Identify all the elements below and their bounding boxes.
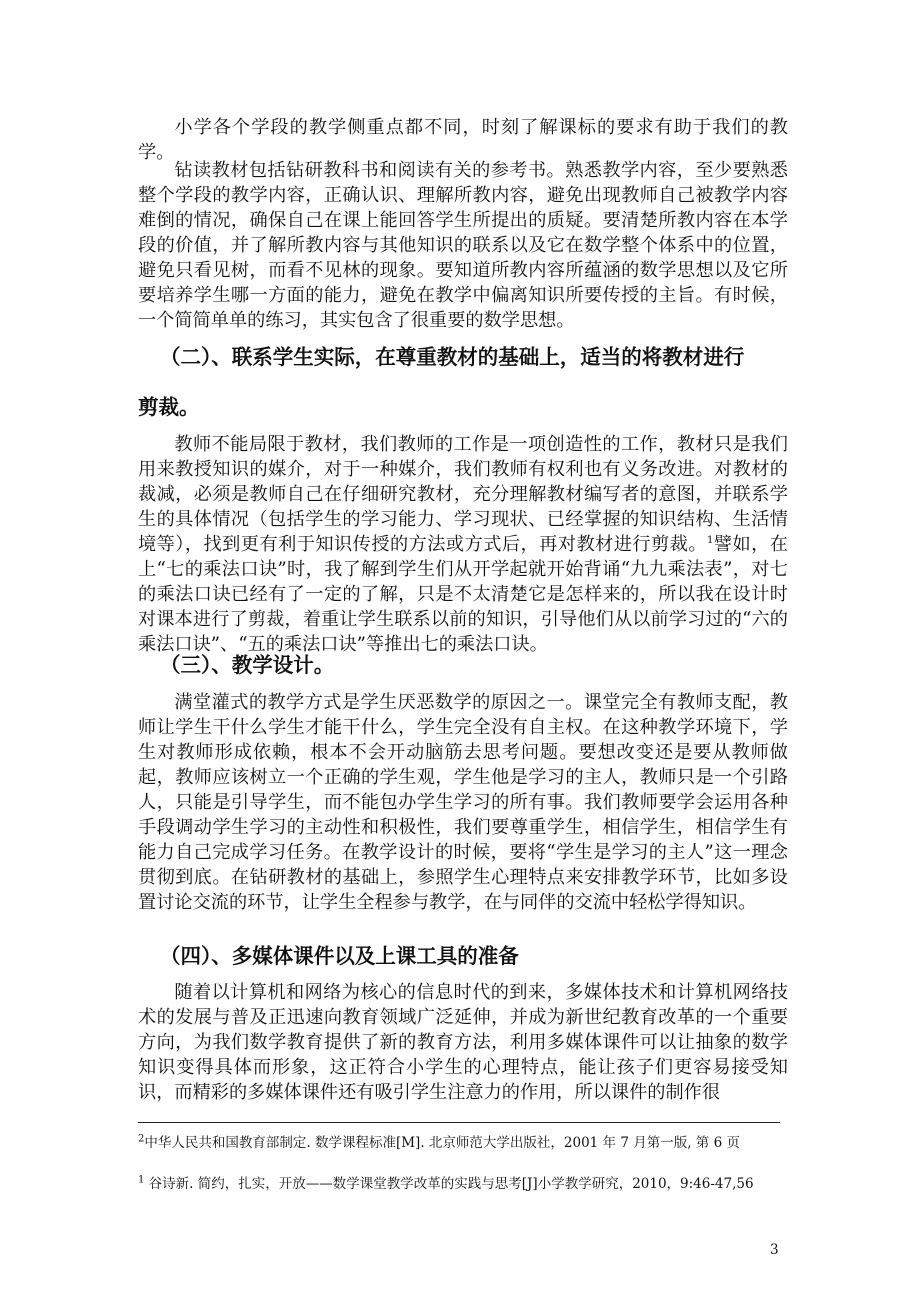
paragraph-textbook-cutting-part2: 譬如，在上“七的乘法口诀”时，我了解到学生们从开学起就开始背诵“九九乘法表”，对七的乘法口诀已经有了一定的了解，只是不太清楚它是怎样来的，所以我在设计时对课本进行了剪裁，着重让学生联系以前的知识，引导他们从以前学习过的“六的乘法口诀”、“五的乘法口诀”等推出七的乘法口诀。 bbox=[138, 534, 788, 655]
paragraph-textbook-cutting-part1: 教师不能局限于教材，我们教师的工作是一项创造性的工作，教材只是我们用来教授知识的媒介，对于一种媒介，我们教师有权利也有义务改进。对教材的裁减，必须是教师自己在仔细研究教材，充分理解教材编写者的意图，并联系学生的具体情况（包括学生的学习能力、学习现状、已经掌握的知识结构、生活情境等），找到更有利于知识传授的方法或方式后，再对教材进行剪裁。 bbox=[138, 434, 788, 555]
heading-section-3: （三）、教学设计。 bbox=[160, 653, 335, 677]
footnote-2-mark: 1 bbox=[138, 1174, 145, 1186]
paragraph-curriculum-note: 小学各个学段的教学侧重点都不同，时刻了解课标的要求有助于我们的教学。 bbox=[138, 117, 788, 163]
footnote-divider bbox=[138, 1122, 780, 1123]
heading-section-2-line1: （二）、联系学生实际，在尊重教材的基础上，适当的将教材进行 bbox=[160, 345, 745, 369]
heading-section-2-line2: 剪裁。 bbox=[138, 395, 200, 419]
footnote-2-text: 谷诗新. 简约，扎实，开放——数学课堂教学改革的实践与思考[J]小学教学研究，2010，9:46-47,56 bbox=[144, 1176, 754, 1192]
footnote-1 bbox=[138, 1134, 740, 1152]
paragraph-teaching-design: 满堂灌式的教学方式是学生厌恶数学的原因之一。课堂完全有教师支配，教师让学生干什么学生才能干什么，学生完全没有自主权。在这种教学环境下，学生对教师形成依赖，根本不会开动脑筋去思考问题。要想改变还是要从教师做起，教师应该树立一个正确的学生观，学生他是学习的主人，教师只是一个引路人，只能是引导学生，而不能包办学生学习的所有事。我们教师要学会运用各种手段调动学生学习的主动性和积极性，我们要尊重学生，相信学生，相信学生有能力自己完成学习任务。在教学设计的时候，要将“学生是学习的主人”这一理念贯彻到底。在钻研教材的基础上，参照学生心理特点来安排教学环节，比如多设置讨论交流的环节，让学生全程参与教学，在与同伴的交流中轻松学得知识。 bbox=[138, 692, 788, 913]
paragraph-textbook-study: 钻读教材包括钻研教科书和阅读有关的参考书。熟悉教学内容，至少要熟悉整个学段的教学内容，正确认识、理解所教内容，避免出现教师自己被教学内容难倒的情况，确保自己在课上能回答学生所提出的质疑。要清楚所教内容在本学段的价值，并了解所教内容与其他知识的联系以及它在数学整个体系中的位置，避免只看见树，而看不见林的现象。要知道所教内容所蕴涵的数学思想以及它所要培养学生哪一方面的能力，避免在教学中偏离知识所要传授的主旨。有时候，一个简简单单的练习，其实包含了很重要的数学思想。 bbox=[138, 160, 788, 331]
footnote-1-mark: 2 bbox=[138, 1133, 145, 1145]
page-number: 3 bbox=[770, 1242, 779, 1258]
footnote-1-text: 中华人民共和国教育部制定. 数学课程标准[M]. 北京师范大学出版社，2001 年 7 月第一版, 第 6 页 bbox=[144, 1135, 740, 1151]
paragraph-multimedia: 随着以计算机和网络为核心的信息时代的到来，多媒体技术和计算机网络技术的发展与普及正迅速向教育领域广泛延伸，并成为新世纪教育改革的一个重要方向，为我们数学教育提供了新的教育方法，利用多媒体课件可以让抽象的数学知识变得具体而形象，这正符合小学生的心理特点，能让孩子们更容易接受知识，而精彩的多媒体课件还有吸引学生注意力的作用，所以课件的制作很 bbox=[138, 982, 788, 1103]
footnote-2 bbox=[138, 1175, 754, 1193]
footnote-ref-1: 1 bbox=[707, 534, 714, 546]
paragraph-textbook-cutting bbox=[138, 432, 788, 657]
heading-section-4: （四）、多媒体课件以及上课工具的准备 bbox=[160, 944, 519, 968]
